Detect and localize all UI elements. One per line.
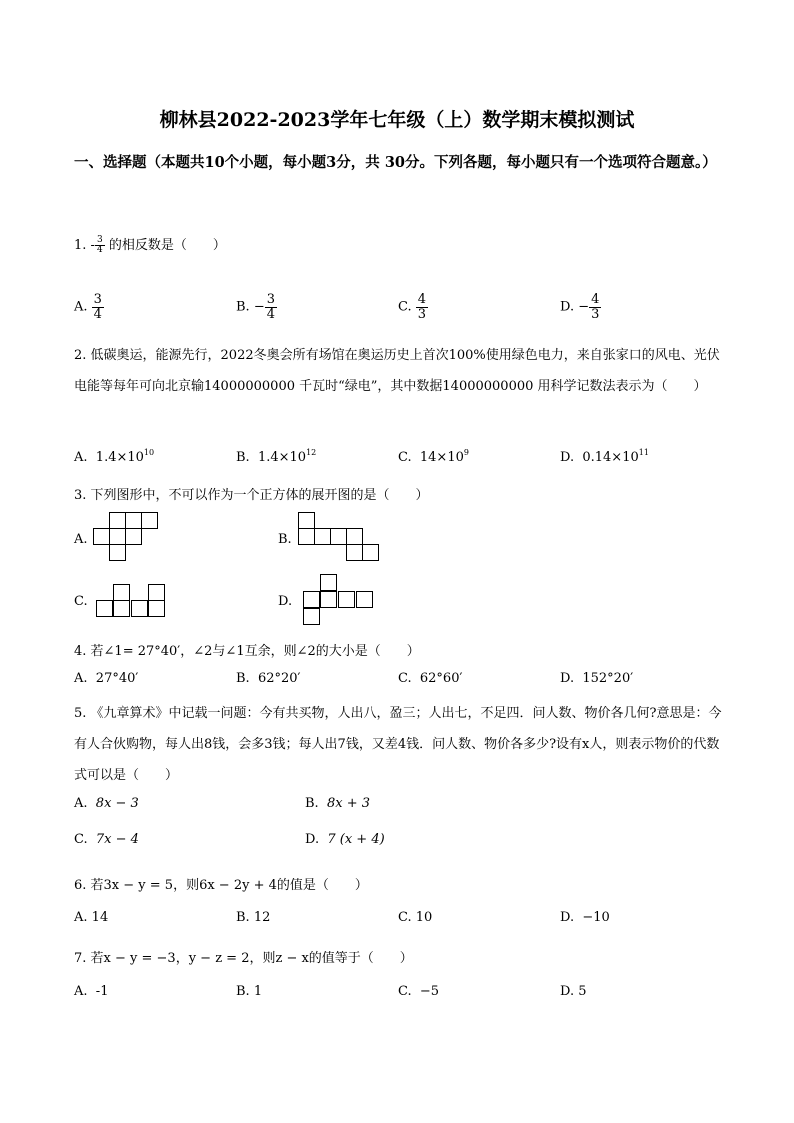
q6-option-d[interactable]: D. −10	[560, 910, 610, 925]
section-heading: 一、选择题（本题共10个小题，每小题3分，共 30分。下列各题，每小题只有一个选项符合题意。）	[74, 154, 717, 171]
q1-option-c[interactable]: C. $\frac{4}{3}$	[398, 292, 427, 322]
q2-option-c[interactable]: C. $14\times 10^9$	[398, 448, 469, 465]
question-7: 7. 若x − y = −3，y − z = 2，则z − x的值等于（ ）	[74, 951, 413, 966]
q7-option-d[interactable]: D. 5	[560, 984, 587, 999]
q1-option-a[interactable]: A. $\frac{3}{4}$	[74, 292, 102, 322]
q3-label-b[interactable]: B.	[278, 532, 292, 547]
question-2: 2. 低碳奥运，能源先行，2022冬奥会所有场馆在奥运历史上首次100%使用绿色电力，来自张家口的风电、光伏电能等每年可向北京输14000000000 千瓦时“绿电”，其中数据14000000000 用科学记数法表示为（ ）	[74, 348, 720, 394]
q1-number: 1. -	[74, 238, 95, 253]
q6-option-b[interactable]: B. 12	[236, 910, 271, 925]
q2-option-d[interactable]: D. $0.14\times 10^{11}$	[560, 448, 649, 465]
question-6: 6. 若3x − y = 5，则6x − 2y + 4的值是（ ）	[74, 878, 368, 893]
q1-option-d[interactable]: D. − $\frac{4}{3}$	[560, 292, 600, 322]
page-title: 柳林县2022-2023学年七年级（上）数学期末模拟测试	[159, 109, 635, 131]
q4-option-c[interactable]: C. 62°60′	[398, 671, 463, 686]
q2-option-a[interactable]: A. $1.4\times 10^{10}$	[74, 448, 155, 465]
q7-option-c[interactable]: C. −5	[398, 984, 440, 999]
q6-option-a[interactable]: A. 14	[74, 910, 109, 925]
q5-option-a[interactable]: A. 8x − 3	[74, 796, 139, 811]
q3-label-d[interactable]: D.	[278, 594, 293, 609]
question-1	[74, 234, 226, 255]
q7-option-b[interactable]: B. 1	[236, 984, 263, 999]
q7-option-a[interactable]: A. -1	[74, 984, 109, 999]
question-4: 4. 若∠1= 27°40′，∠2与∠1互余，则∠2的大小是（ ）	[74, 644, 420, 659]
q4-option-a[interactable]: A. 27°40′	[74, 671, 139, 686]
q5-option-b[interactable]: B. 8x + 3	[305, 796, 370, 811]
q5-option-d[interactable]: D. 7 (x + 4)	[305, 832, 385, 847]
question-3: 3. 下列图形中，不可以作为一个正方体的展开图的是（ ）	[74, 488, 429, 503]
q4-option-b[interactable]: B. 62°20′	[236, 671, 301, 686]
question-5: 5. 《九章算术》中记载一问题：今有共买物，人出八，盈三；人出七，不足四．问人数、物价各几何?意思是：今有人合伙购物，每人出8钱，会多3钱；每人出7钱，又差4钱．问人数、物价各多少?设有x人，则表示物价的代数式可以是（ ）	[74, 706, 722, 783]
q2-option-b[interactable]: B. $1.4\times 10^{12}$	[236, 448, 317, 465]
q3-label-c[interactable]: C.	[74, 594, 88, 609]
q5-option-c[interactable]: C. 7x − 4	[74, 832, 139, 847]
q4-option-d[interactable]: D. 152°20′	[560, 671, 634, 686]
q6-option-c[interactable]: C. 10	[398, 910, 433, 925]
q1-text: 的相反数是（ ）	[108, 238, 226, 253]
q3-label-a[interactable]: A.	[74, 532, 88, 547]
q1-option-b[interactable]: B. − $\frac{3}{4}$	[236, 292, 276, 322]
q1-fraction: $\frac{3}{4}$	[96, 234, 103, 255]
